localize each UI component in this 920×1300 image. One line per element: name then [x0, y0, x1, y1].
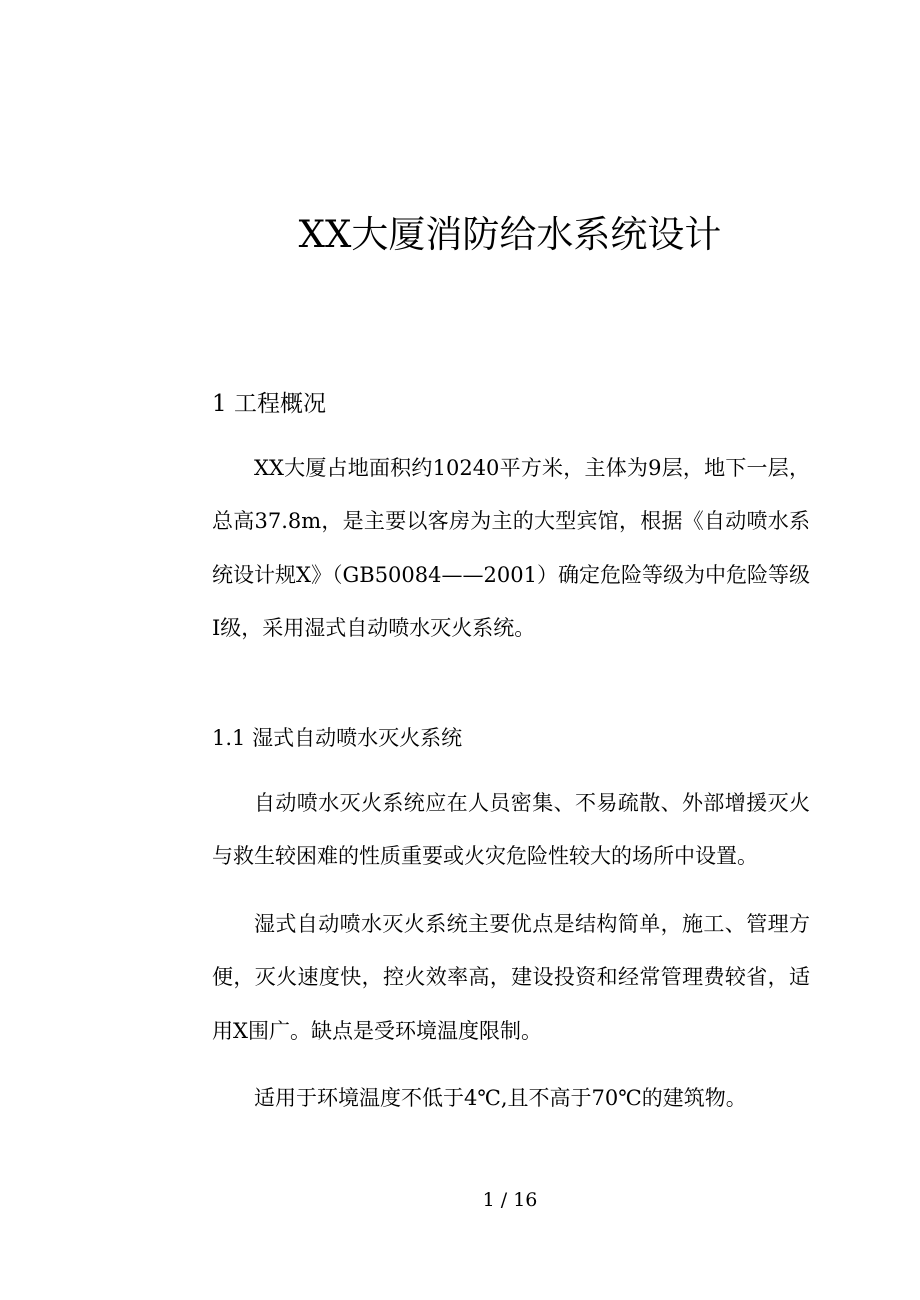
paragraph-project-overview: XX大厦占地面积约10240平方米，主体为9层，地下一层，总高37.8m，是主要以客房为主的大型宾馆，根据《自动喷水系统设计规X》（GB50084——2001）确定危险等级为中危险等级Ⅰ级，采用湿式自动喷水灭火系统。	[212, 456, 810, 640]
document-title: XX大厦消防给水系统设计	[298, 213, 722, 256]
paragraph-wet-system-advantages: 湿式自动喷水灭火系统主要优点是结构简单，施工、管理方便，灭火速度快，控火效率高，建设投资和经常管理费较省，适用X围广。缺点是受环境温度限制。	[212, 912, 810, 1043]
paragraph-temperature-range: 适用于环境温度不低于4℃,且不高于70℃的建筑物。	[254, 1086, 747, 1110]
section-heading-1-1: 1.1 湿式自动喷水灭火系统	[212, 726, 463, 750]
page-number: 1 / 16	[482, 1189, 538, 1211]
paragraph-sprinkler-usage: 自动喷水灭火系统应在人员密集、不易疏散、外部增援灭火与救生较困难的性质重要或火灾危险性较大的场所中设置。	[212, 791, 810, 869]
section-heading-1: 1 工程概况	[212, 391, 326, 417]
